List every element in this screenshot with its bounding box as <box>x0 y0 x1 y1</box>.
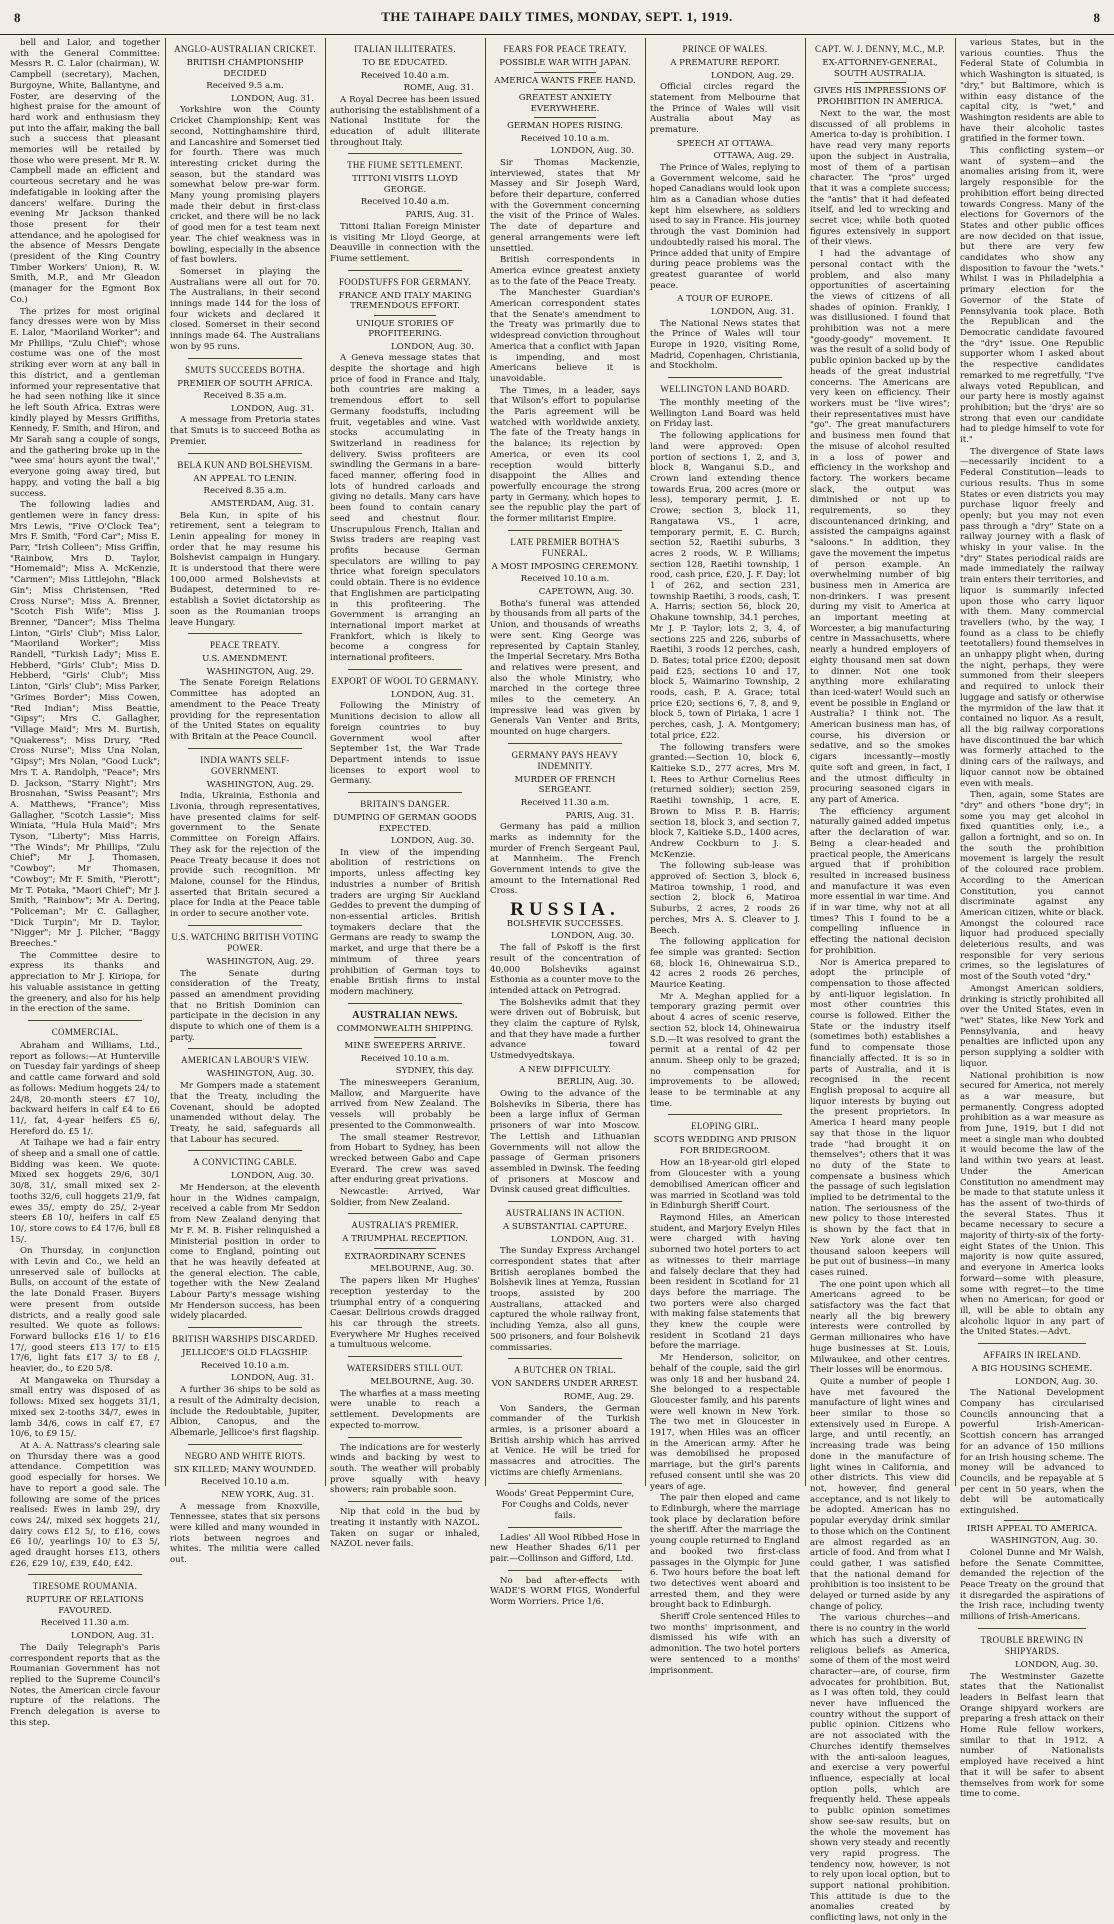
article-subheadline: RUPTURE OF RELATIONS FAVOURED. <box>26 1595 144 1616</box>
article-paragraph: Raymond Hiles, an American student, and Marjory Evelyn Hiles were charged with having suborned two hotel porters to act as witnesses to their marriage and falsely declare that they had been resident in Scotland for 21 days before the marriage. The two porters were also charged with making false statements that they knew the couple were resident in Scotland 21 days before the marriage. <box>650 1213 800 1352</box>
column-7 <box>956 38 1108 1800</box>
article-subheadline: UNIQUE STORIES OF PROFITEERING. <box>356 318 454 340</box>
article-headline: TIRESOME ROUMANIA. <box>32 1581 138 1592</box>
article-paragraph: In view of the impending abolition of restrictions on imports, unless affecting key industries a number of British traders are urging Sir Auckland Geddes to prevent the dumping of non-essential articles. British toymakers declare that the Germans are ready to swamp the market, and urge that there be a minimum of three years prohibition of German toys to enable British firms to instal modern machinery. <box>330 847 480 997</box>
article-subheadline: TO BE EDUCATED. <box>362 58 448 68</box>
article-paragraph: Abraham and Williams, Ltd., report as follows:—At Hunterville on Tuesday fair yardings of sheep and cattle came forward and sold as follows: Medium hoggets 24/ to 24/8, 20-month steers £7 10/, backward heifers in calf £4 to £6 11/, fat, 4-year heifers £5 6/, Hereford do. £5 1/. <box>10 1040 160 1137</box>
dateline: LONDON, Aug. 30. <box>550 931 634 942</box>
article-paragraph: Sir Thomas Mackenzie, interviewed, states that Mr Massey and Sir Joseph Ward, before their departure, conferred with the Government concerning the visit of the Prince of Wales. The date of departure and general arrangements were left unsettled. <box>490 157 640 254</box>
article-paragraph: bell and Lalor, and together with the General Committee: Messrs R. C. Lalor (chairman), W. Campbell (secretary), Machen, Burgoyne, White, Ballantyne, and Foster, are deserving of the highest praise for the amount of hard work and enthusiasm they put into the affair, making the ball such a success that pleasant memories will be retailed by those who were present. Mr R. W. Campbell made an efficient and courteous secretary and he was indefatigable in looking after the dancers' welfare. During the evening Mr Jackson thanked those present for their attendance, and he apologised for the absence of Messrs Dengate (president of the King Country Timber Workers' Union), R. W. Smith, M.P., and Mr Gleadon (manager for the Egmont Box Co.) <box>10 38 160 305</box>
column-2 <box>166 38 324 1566</box>
dateline: LONDON, Aug. 29. <box>710 70 794 81</box>
section-divider <box>188 358 302 359</box>
dateline: LONDON, Aug. 31. <box>230 403 314 414</box>
dateline: OTTAWA, Aug. 29. <box>713 151 794 162</box>
section-divider <box>348 1437 462 1438</box>
article-headline: BELA KUN AND BOLSHEVISM. <box>177 459 313 470</box>
article-subheadline: MINE SWEEPERS ARRIVE. <box>344 1041 466 1052</box>
article-headline: AUSTRALIANS IN ACTION. <box>505 1208 625 1219</box>
article-headline: NEGRO AND WHITE RIOTS. <box>184 1450 306 1461</box>
article-headline: FOODSTUFFS FOR GERMANY. <box>338 276 472 287</box>
article-paragraph: Colonel Dunne and Mr Walsh, before the Senate Committee, demanded the rejection of the Peace Treaty on the ground that it disregarded the aspirations of the Irish race, including twenty millions of Irish-Americans. <box>960 1547 1104 1623</box>
article-paragraph: The Westminster Gazette states that the Nationalist leaders in Belfast learn that Orange shipyard workers are preparing a fresh attack on their Home Rule fellow workers, similar to that in 1912. A number of Nationalists employed have received a hint that it will be safer to absent themselves from work for some time to come. <box>960 1671 1104 1800</box>
page-number-left: 8 <box>14 10 21 25</box>
article-headline: PRINCE OF WALES. <box>682 44 768 54</box>
article-headline: ANGLO-AUSTRALIAN CRICKET. <box>174 44 316 54</box>
article-headline: A BUTCHER ON TRIAL. <box>513 1365 617 1376</box>
dateline: LONDON, Aug. 31. <box>710 306 794 317</box>
article-paragraph: The pair then eloped and came to Edinburgh, where the marriage took place by declaration before the sheriff. After the marriage the young couple returned to England and booked two first-class passages in the Olympic for June 6. Two hours before the boat left two detectives went aboard and arrested them, and they were brought back to Edinburgh. <box>650 1493 800 1611</box>
article-paragraph: A Geneva message states that despite the shortage and high price of food in France and Italy, both countries are making a tremendous effort to sell Germany foodstuffs, including fruit, vegetables and wine. Vast stocks accumulating in Switzerland in readiness for delivery. Swiss profiteers are swindling the Germans in a bare-faced manner, offering food in lots of hundred carloads and giving no details. Many cars have been found to contain canary seed and chestnut flour. Unscrupulous French, Italian and Swiss traders are reaping vast profits because German speculators are willing to pay thrice what foreign speculators could obtain. There is no evidence that Englishmen are participating in this profiteering. The Government is arranging an international import market at Frankfort, which is likely to become a congress for international profiteers. <box>330 353 480 664</box>
received-time: Received 10.40 a.m. <box>360 70 450 81</box>
dateline: LONDON, Aug. 30. <box>550 146 634 157</box>
article-paragraph: British correspondents in America evince greatest anxiety as to the fate of the Peace Treaty. <box>490 255 640 287</box>
article-subheadline: EXTRAORDINARY SCENES <box>344 1251 466 1262</box>
dateline: CAPETOWN, Aug. 30. <box>538 587 634 598</box>
article-headline: AMERICAN LABOUR'S VIEW. <box>181 1055 309 1066</box>
column-3 <box>326 38 484 1550</box>
column-1 <box>6 38 164 1728</box>
dateline: LONDON, Aug. 31. <box>390 689 474 700</box>
article-headline: GERMANY PAYS HEAVY INDEMNITY. <box>511 749 619 771</box>
subhead-divider <box>1004 1520 1060 1521</box>
article-paragraph: The indications are for westerly winds and backing by west to south. The weather will probably prove squally with heavy showers; rain probable soon. <box>330 1442 480 1496</box>
article-headline: SMUTS SUCCEEDS BOTHA. <box>184 364 306 375</box>
article-paragraph: The prizes for most original fancy dresses were won by Miss E. Lalor, "Maoriland Worker"; and Mr Phillips, "Zulu Chief"; whose costume was one of the most striking ever worn at any ball in this district, and a gentleman informed your representative that he had seen nothing like it since he left South Africa. Extras were kindly played by Messrs Griffiths, Kennedy, F. Smith, and Hiron, and Mr Sarah sang a couple of songs, and the gathering broke up in the "wee sma' hours ayont the twal'," everyone going away tired, but happy, and voting the ball a big success. <box>10 306 160 499</box>
article-paragraph: The one point upon which all Americans agreed to be satisfactory was the fact that nearly all the big brewery interests were controlled by German millionaires who have huge businesses at St. Louis, Milwaukee, and other centres. Their losses will be enormous. <box>810 1279 950 1376</box>
article-paragraph: The efficiency argument naturally gained added impetus after the declaration of war. Being a clear-headed and practical people, the Americans argued that if prohibition resulted in increased business and manufacture it was even more essential in war time. And if in war time, why not at all times? This I found to be a compelling influence in effecting the national decision for prohibition. <box>810 806 950 956</box>
section-divider <box>508 1570 622 1571</box>
article-paragraph: Ladies' All Wool Ribbed Hose in new Heather Shades 6/11 per pair.—Collinson and Gifford, Ltd. <box>490 1532 640 1564</box>
subhead-divider <box>534 89 596 90</box>
article-headline: WELLINGTON LAND BOARD. <box>660 384 790 395</box>
article-subheadline: A TOUR OF EUROPE. <box>677 294 773 305</box>
article-paragraph: Bela Kun, in spite of his retirement, sent a telegram to Lenin appealing for money in order that he may resume his Bolshevist campaign in Hungary. It is understood that there were 100,000 armed Bolshevists at Budapest, determined to re-establish a Soviet dictatorship as soon as the Roumanian troops leave Hungary. <box>170 510 320 628</box>
article-headline: PEACE TREATY. <box>209 640 281 651</box>
received-time: Received 10.40 a.m. <box>360 197 450 208</box>
dateline: SYDNEY, this day. <box>395 1066 474 1077</box>
section-divider <box>348 1501 462 1502</box>
article-paragraph: The Senate Foreign Relations Committee has adopted an amendment to the Peace Treaty providing for the representation of the United States on equality with Britain at the Peace Council. <box>170 678 320 742</box>
article-paragraph: At A. A. Nattrass's clearing sale on Thursday there was a good attendance. Competition was good especially for horses. We have to report a good sale. The following are some of the prices realised: Ewes in lamb 29/, dry cows 24/, mixed sex hoggets 21/, dairy cows £12 5/, to £16, cows £6 10/, yearlings 10/ to £3 5/, aged draught horses £13, others £26, £29 10/, £39, £40, £42. <box>10 1441 160 1569</box>
article-subheadline: POSSIBLE WAR WITH JAPAN. <box>499 58 631 68</box>
section-divider <box>188 1048 302 1049</box>
article-paragraph: The Committee desire to express its thanks and appreciation to Mr J. Kiriopa, for his valuable assistance in getting the greenery, and also for his help in the erection of the same. <box>10 950 160 1015</box>
article-paragraph: The wharfies at a mass meeting were unable to reach a settlement. Developments are expected to-morrow. <box>330 1388 480 1431</box>
article-subheadline: FRANCE AND ITALY MAKING TREMENDOUS EFFORT. <box>338 290 472 312</box>
section-divider <box>348 1003 462 1004</box>
article-paragraph: Mr A. Meghan applied for a temporary grazing permit over about 4 acres of scenic reserve, section 52, block 14, Ohinewairua S.D.—It was resolved to grant the permit at a rental of 42 per annum. Sheep only to be grazed; no compensation for improvements to be allowed; lease to be terminable at any time. <box>650 991 800 1109</box>
article-subheadline: U.S. AMENDMENT. <box>202 654 288 665</box>
article-paragraph: National prohibition is now secured for America, not merely as a war measure, but permanently. Congress adopted prohibition as a war measure as from June, 1919, but I did not meet a single man who doubted it would become the law of the land within two years at least. Under the American Constitution no amendment may be made to that statute unless it has the assent of two-thirds of the several States. Thus it became necessary to secure a majority of thirty-six of the forty-eight States of the Union. This majority is now quite assured, and everyone in America looks forward—some with pleasure, some with regret—to the time when no American, for good or ill, will be able to obtain any alcoholic liquor in any part of the United States.—Advt. <box>960 1070 1104 1338</box>
section-divider <box>188 1150 302 1151</box>
article-paragraph: The National Development Company has circularised Councils announcing that a powerful Irish-American-Scottish concern has arranged for an advance of 150 millions for an Irish housing scheme. The money will be advanced to Councils, and be repayable at 5 per cent in 50 years, when the debt will be automatically extinguished. <box>960 1388 1104 1517</box>
article-paragraph: The fall of Pskoff is the first result of the concentration of 40,000 Bolsheviks against Esthonia as a counter move to the intended attack on Petrograd. <box>490 943 640 996</box>
article-headline: TROUBLE BREWING IN SHIPYARDS. <box>980 1634 1084 1656</box>
article-headline: AUSTRALIA'S PREMIER. <box>351 1220 459 1231</box>
dateline: LONDON, Aug. 30. <box>390 836 474 847</box>
received-time: Received 10.10 a.m. <box>200 1477 290 1488</box>
article-subheadline: BOLSHEVIK SUCCESSES. <box>506 918 624 929</box>
subhead-divider <box>534 72 596 73</box>
section-divider <box>188 1444 302 1445</box>
article-headline: THE FIUME SETTLEMENT. <box>347 160 463 171</box>
article-paragraph: The Prince of Wales, replying to a Government welcome, said he hoped Canadians would look upon him as a Canadian whose duties kept him elsewhere, as soldiers used to say in France. His journey through the vast Dominion had undoubtedly raised his moral. The Prince added that unity of Empire during peace problems was the greatest guarantee of world peace. <box>650 162 800 291</box>
article-paragraph: The divergence of State laws—necessarily incident to a Federal Constitution—leads to curious results. Thus in some States or even districts you may purchase liquor freely and openly; but you may not even pass through a "dry" State on a railway journey with a flask of whisky in your valise. In the "dry" States periodical raids are made immediately the railway train enters their territories, and liquor is summarily infected upon those who carry liquor with them. Many commercial travellers (who, by the way, I found as a class to be chiefly teetotallers) found themselves in an unhappy plight when, during the night, perhaps, they were summoned from their sleepers and required to unlock their luggage and satisfy or otherwise the myrmidon of the law that it contained no liquor. As a result, all the big railway corporations have discontinued the bar which was formerly attached to the dining cars of the railways, and liquor cannot now be obtained even with meals. <box>960 446 1104 789</box>
article-paragraph: Then, again, some States are "dry" and others "bone dry"; in some you may get alcohol in fixed quantities only, i.e., a gallon a fortnight, and so on. In the south the prohibition movement is largely the result of the coloured race problem. According to the American Constitution, you cannot discriminate against any American citizen, white or black. Amongst the coloured race liquor had produced specially deleterious results, and was responsible for very serious crimes, so the legislatures of most of the South voted "dry." <box>960 790 1104 983</box>
section-divider <box>508 530 622 531</box>
article-headline: BRITAIN'S DANGER. <box>360 799 450 810</box>
dateline: WASHINGTON, Aug. 30. <box>206 1069 314 1080</box>
article-subheadline: GREATEST ANXIETY EVERYWHERE. <box>518 93 612 114</box>
section-divider <box>348 1356 462 1357</box>
article-paragraph: No bad after-effects with WADE'S WORM FIGS, Wonderful Worm Worriers. Price 1/6. <box>490 1575 640 1608</box>
received-time: Received 8.35 a.m. <box>203 391 287 402</box>
article-subheadline: GIVES HIS IMPRESSIONS OF PROHIBITION IN AMERICA. <box>813 86 947 107</box>
article-paragraph: The following applications for land were approved: Open portion of sections 1, 2, and 3, block 8, Wanganui S.D., and Crown land extending thence towards Erua, 200 acres (more or less), temporary permit, J. E. Crowe; section 3, block 11, Rangatawa VS., 1 acre, temporary permit, E. C. Burch; section 52, Raetihi suburbs, 3 acres 2 roods, W. P. Williams; section 128, Raetihi township, 1 rood, cash price, £20, J. F. Day; lot 1 of 262, and section 231, township Raetihi, 3 roods, cash, T. A. Harris; section 56, block 20, Ohakune township, 34.1 perches, Mr J. P. Taylor; lots 2, 3, 4, of sections 225 and 226, suburbs of Raetihi, 3 roods 12 perches, cash, D. Bates; total price £200; deposit paid £25, sections 10 and 17, block 5, Waimarino Township, 2 roods, cash, P. A. Grace; total price £20; sections 6, 7, 8, and 9, block 5, town of Piriaka, 1 acre 1 perches, cash, J. A. Montgomery; total price, £22. <box>650 431 800 741</box>
article-subheadline: A TRIUMPHAL RECEPTION. <box>342 1234 468 1245</box>
section-divider <box>348 792 462 793</box>
article-paragraph: Yorkshire won the County Cricket Championship; Kent was second, Nottinghamshire third, and Lancashire and Somerset tied for fourth. There was much interesting cricket during the season, but the standard was somewhat below pre-war form. Many young promising players made their debut in first-class cricket, and there will be no lack of good men for a test team next year. The chief weakness was in bowling, especially in the absence of fast bowlers. <box>170 105 320 266</box>
dateline: BERLIN, Aug. 30. <box>557 1077 634 1088</box>
article-subheadline: BRITISH CHAMPIONSHIP DECIDED <box>186 58 304 79</box>
received-time: Received 11.30 a.m. <box>40 1618 130 1629</box>
dateline: WASHINGTON, Aug. 29. <box>206 779 314 790</box>
article-paragraph: various States, but in the various counties. Thus the Federal State of Columbia in which Washington is situated, is "dry," but Baltimore, which is within easy distance of the capital city, is "wet," and Washington residents are able to have their alcoholic tastes gratified in the former town. <box>960 38 1104 145</box>
article-headline: INDIA WANTS SELF-GOVERNMENT. <box>200 754 290 776</box>
received-time: Received 8.35 a.m. <box>203 486 287 497</box>
advertisement: Woods' Great Peppermint Cure, For Coughs and Colds, never fails. <box>495 1489 635 1521</box>
article-subheadline: IRISH APPEAL TO AMERICA. <box>966 1523 1098 1534</box>
column-5 <box>646 38 804 1676</box>
dateline: NEW YORK, Aug. 31. <box>221 1489 314 1500</box>
article-paragraph: Mr Henderson, solicitor, on behalf of the couple, said the girl was only 18 and her husband 24. She belonged to a respectable Gloucester family, and his parents were well known in New York. The two met in Gloucester in 1917, when Hiles was an officer in the American army. After he was demobilised he proposed marriage, but the girl's parents refused consent until she was 20 years of age. <box>650 1353 800 1492</box>
article-paragraph: Sheriff Crole sentenced Hiles to two months' imprisonment, and dismissed his wife with an admonition. The two hotel porters were sentenced to a months' imprisonment. <box>650 1612 800 1676</box>
article-paragraph: On Thursday, in conjunction with Levin and Co., we held an unreserved sale of bullocks at Bulls, on account of the estate of the late Donald Fraser. Buyers were present from outside districts, and a really good sale resulted. We quote as follows: Forward bullocks £16 1/ to £16 17/, good steers £13 17/ to £15 17/6, light fats £17 3/ to £8 /, heavier, do., to £20 5/8. <box>10 1246 160 1375</box>
dateline: ROME, Aug. 29. <box>563 1391 634 1402</box>
subhead-divider <box>854 82 906 83</box>
section-divider <box>348 669 462 670</box>
article-paragraph: Official circles regard the statement from Melbourne that the Prince of Wales will visit Australia about May as premature. <box>650 82 800 136</box>
article-headline: WATERSIDERS STILL OUT. <box>346 1363 464 1374</box>
article-headline: COMMERCIAL. <box>51 1026 119 1037</box>
dateline: WASHINGTON, Aug. 29. <box>206 956 314 967</box>
article-subheadline: AMERICA WANTS FREE HAND. <box>494 75 636 86</box>
article-paragraph: The Sunday Express Archangel correspondent states that after British aeroplanes bombed the Bolshevik lines at Yemza, Russian troops, assisted by 200 Australians, attacked and captured the whole railway front, including Yemza, also all guns, 500 prisoners, and four Bolshevik commissaries. <box>490 1246 640 1353</box>
dateline: LONDON, Aug. 30. <box>1014 1659 1098 1670</box>
article-subheadline: VON SANDERS UNDER ARREST. <box>491 1379 639 1390</box>
article-paragraph: India, Ukrainia, Esthonia and Livonia, through representatives, have presented claims for self-government to the Senate Committee on Foreign Affairs. They ask for the rejection of the Peace Treaty because it does not provide such recognition. Mr Malone, counsel for the Hindus, asserted that Britain secured a place for India at the Peace table in order to secure another vote. <box>170 791 320 920</box>
article-headline: FEARS FOR PEACE TREATY. <box>503 44 627 54</box>
received-time: Received 11.30 a.m. <box>520 797 610 808</box>
dateline: WASHINGTON, Aug. 30. <box>990 1536 1098 1547</box>
column-6 <box>806 38 954 1924</box>
article-subheadline: MURDER OF FRENCH SERGEANT. <box>514 774 616 796</box>
article-paragraph: The Bolsheviks admit that they were driven out of Bobruisk, but they claim the capture of Rylsk, and that they have made a further advance toward Ustmedvyedtskaya. <box>490 997 640 1062</box>
article-subheadline: A BIG HOUSING SCHEME. <box>971 1364 1093 1375</box>
section-divider <box>978 1343 1086 1344</box>
article-paragraph: The Manchester Guardian's American correspondent states that the Senate's amendment to the Treaty was primarily due to widespread conviction throughout America that a conflict with Japan is impending, and most Americans believe it is unavoidable. <box>490 288 640 384</box>
article-paragraph: Germany has paid a million marks as indemnity for the murder of French Sergeant Paul, at Mannheim. The French Government intends to give the amount to the International Red Cross. <box>490 822 640 897</box>
article-subheadline: A SUBSTANTIAL CAPTURE. <box>502 1222 628 1233</box>
article-paragraph: Von Sanders, the German commander of the Turkish armies, is a prisoner aboard a British airship which has arrived at Venice. He will be tried for massacres and atrocities. The victims are chiefly Armenians. <box>490 1403 640 1478</box>
article-paragraph: This conflicting system—or want of system—and the anomalies arising from it, were largely responsible for the prohibition effort being directed towards Congress. Many of the elections for Governors of the States and other public offices are now decided on that issue, but there are very few candidates who show any disposition to favour the "wets." Whilst I was in Philadelphia a primary election for the Governor of the State of Pennsylvania took place. Both the Republican and the Democratic candidate favoured the "dry" issue. One Republic supporter whom I asked about the respective candidates remarked to me regretfully, "I've always voted Republican, and our party here is mostly against prohibition; but the 'drys' are so strong that even our candidate had to pledge himself to vote for it." <box>960 146 1104 446</box>
section-divider <box>348 153 462 154</box>
section-divider <box>508 1201 622 1202</box>
dateline: LONDON, Aug. 30. <box>390 341 474 352</box>
article-headline: AFFAIRS IN IRELAND. <box>983 1350 1081 1361</box>
article-subheadline: A PREMATURE REPORT. <box>670 58 780 68</box>
section-divider <box>188 633 302 634</box>
article-headline: EXPORT OF WOOL TO GERMANY. <box>331 675 479 686</box>
article-paragraph: Next to the war, the most discussed of all problems in America to-day is prohibition. I have read very many reports upon the subject in Australia, most of them of a partisan character. The "pros" urged that it was a complete success; the "antis" that it had defeated itself, and led to wrecking and secret vice; while both quoted figures extensively in support of their views. <box>810 109 950 248</box>
article-paragraph: The following application for fee simple was granted: Section 68, block 16, Ohinewairua S.D., 42 acres 2 roods 26 perches, Maurice Keating. <box>650 937 800 991</box>
article-paragraph: Botha's funeral was attended by thousands from all parts of the Union, and thousands of wreaths were sent. King George was represented by Captain Stanley, the Imperial Secretary. Mrs Botha and relatives were present, and also the whole Ministry, who marched in the cortege three miles to the cemetery. An impressive lead was given by Generals Van Venter and Brits, mounted on huge chargers. <box>490 598 640 738</box>
dateline: WASHINGTON, Aug. 29. <box>206 666 314 677</box>
received-time: Received 9.5 a.m. <box>206 81 284 91</box>
section-divider <box>348 1213 462 1214</box>
article-paragraph: The following transfers were granted:—Section 10, block 6, Kaitieke S.D., 277 acres, Mrs M. I. Rees to Arthur Cornelius Rees (returned soldier); section 259, Raetihi township, 1 acre, E. Brown to Miss P. B. Harris; section 18, block 3, and section 7, block 7, Kaitieke S.D., 1400 acres, Andrew Cockburn to J. S. McKenzie. <box>650 742 800 860</box>
dateline: LONDON, Aug. 30. <box>1014 1376 1098 1387</box>
section-divider <box>188 1327 302 1328</box>
article-subheadline: SPEECH AT OTTAWA. <box>676 138 774 149</box>
section-divider <box>508 1483 622 1484</box>
section-divider <box>668 1114 782 1115</box>
article-subheadline: TITTONI VISITS LLOYD GEORGE. <box>352 174 458 195</box>
article-subheadline: A NEW DIFFICULTY. <box>519 1064 611 1075</box>
article-paragraph: Nip that cold in the bud by treating it instantly with NAZOL. Taken on sugar or inhaled, NAZOL never fails. <box>330 1507 480 1550</box>
received-time: Received 10.10 a.m. <box>360 1053 450 1064</box>
section-divider <box>28 1020 142 1021</box>
article-subheadline: GERMAN HOPES RISING. <box>506 121 624 131</box>
article-paragraph: The Times, in a leader, says that Wilson's effort to popularise the Paris agreement will be watched with worldwide anxiety. The fate of the Treaty hangs in the balance; its rejection by America, or even its cool reception would bitterly disappoint the Allies and powerfully encourage the strong party in Germany, which hopes to see the republic play the part of the former militarist Empire. <box>490 385 640 525</box>
subhead-divider <box>374 1248 436 1249</box>
section-divider <box>188 925 302 926</box>
article-paragraph: A further 36 ships to be sold as a result of the Admiralty decision, include the Redoubtable, Jupiter, Albion, Canopus, and the Albemarle, Jellicoe's first flagship. <box>170 1385 320 1438</box>
section-divider <box>668 377 782 378</box>
section-divider <box>978 1628 1086 1629</box>
section-divider <box>188 453 302 454</box>
article-paragraph: The papers liken Mr Hughes' reception yesterday to the triumphal entry of a conquering Caesar. Delirious crowds dragged his car through the streets. Everywhere Mr Hughes received a tumultuous welcome. <box>330 1276 480 1351</box>
section-divider <box>28 1574 142 1575</box>
dateline: LONDON, Aug. 31. <box>550 1234 634 1245</box>
received-time: Received 10.10 a.m. <box>520 574 610 585</box>
dateline: LONDON, Aug. 31. <box>230 93 314 104</box>
article-paragraph: The various churches—and there is no country in the world which has such a diversity of religious beliefs as America, some of them of the most weird character—are, of course, firm advocates for prohibition. But, as I was often told, they could never have influenced the country without the support of public opinion. Citizens who are not associated with the Churches identify themselves with the anti-saloon leagues, and exercise a very powerful influence, especially at local option polls, which are frequently held. These appeals to public opinion sometimes show see-saw results, but on the whole the movement has shown very steady and recently very rapid progress. The tendency now, however, is not to rely upon local option, but to support national prohibition. This attitude is due to the anomalies created by conflicting laws, not only in the <box>810 1613 950 1924</box>
page-number-right: 8 <box>1093 10 1100 25</box>
section-banner: RUSSIA. <box>510 899 620 921</box>
article-paragraph: How an 18-year-old girl eloped from Gloucester with a young demobilised American officer and was married in Scotland was told in Edinburgh Sheriff Court. <box>650 1158 800 1212</box>
article-paragraph: Following the Ministry of Munitions decision to allow all foreign countries to buy Government wool after September 1st, the War Trade Department intends to issue licenses to export wool to Germany. <box>330 701 480 787</box>
article-paragraph: A message from Pretoria states that Smuts is to succeed Botha as Premier. <box>170 415 320 447</box>
newspaper-title: THE TAIHAPE DAILY TIMES, MONDAY, SEPT. 1, 1919. <box>381 9 733 24</box>
article-paragraph: Quite a number of people I have met favoured the manufacture of light wines and beer similar to those so extensively used in Europe. A large, and until recently, an increasing trade was being done in the manufacture of light wines in California, and other districts. This view did not, however, find general acceptance, and is not likely to be adopted. American has no popular everyday drink similar to those which on the Continent are almost regarded as an article of food. And from what I could gather, I was satisfied that the national demand for prohibition is too insistent to be delayed or turned aside by any change of policy. <box>810 1376 950 1612</box>
dateline: ROME, Aug. 31. <box>403 83 474 94</box>
article-paragraph: Nor is America prepared to adopt the principle of compensation to those affected by anti-liquor legislation. In most other countries this course is followed. Either the State or the industry itself (sometimes both) establishes a fund to compensate those financially affected. It is so in parts of Australia, and it is recognised in the recent English proposal to acquire all liquor interests by buying out the present proprietors. In America I heard many people say that those in the liquor trade "had brought it on themselves"; others that it was no duty of the State to compensate a business which the passage of such legislation implied to be detrimental to the nation. The seriousness of the new policy to those interested is shown by the fact that in New York alone over ten thousand saloon keepers will be put out of business—in many cases ruined. <box>810 957 950 1278</box>
article-paragraph: Mr Gompers made a statement that the Treaty, including the Covenant, should be adopted unamended without delay. The Treaty, he said, safeguards all that Labour has secured. <box>170 1081 320 1145</box>
article-headline: ITALIAN ILLITERATES. <box>354 44 456 54</box>
article-paragraph: The following sub-lease was approved of: Section 3, block 6, Matiroa township, 1 rood, and section 2, block 6, Matiroa Suburbs, 2 acres, 2 roods 26 perches, Mrs A. S. Cleaver to J. Beech. <box>650 861 800 936</box>
masthead <box>0 0 1114 35</box>
article-headline: CAPT. W. J. DENNY, M.C., M.P. <box>815 44 945 54</box>
article-paragraph: A message from Knoxville, Tennessee, states that six persons were killed and many wounded in riots between negroes and whites. The militia were called out. <box>170 1501 320 1566</box>
article-headline: AUSTRALIAN NEWS. <box>352 1009 458 1021</box>
dateline: LONDON, Aug. 31. <box>70 1631 154 1642</box>
article-headline: BRITISH WARSHIPS DISCARDED. <box>172 1334 318 1345</box>
article-subheadline: SCOTS WEDDING AND PRISON FOR BRIDEGROOM. <box>653 1135 797 1156</box>
article-paragraph: Tittoni Italian Foreign Minister is visiting Mr Lloyd George, at Deauville in connection with the Fiume settlement. <box>330 221 480 264</box>
received-time: Received 10.10 a.m. <box>520 133 610 144</box>
dateline: AMSTERDAM, Aug. 31. <box>210 498 314 509</box>
dateline: MELBOURNE, Aug. 30. <box>370 1377 474 1388</box>
article-subheadline: DUMPING OF GERMAN GOODS EXPECTED. <box>333 813 477 834</box>
article-subheadline: JELLICOE'S OLD FLAGSHIP. <box>181 1348 309 1359</box>
dateline: MELBOURNE, Aug. 30. <box>370 1264 474 1275</box>
article-paragraph: At Taihape we had a fair entry of sheep and a small one of cattle. Bidding was keen. We quote: Mixed sex hoggets 29/6, 30/1 30/8, 31/, small mixed sex 2-tooths 32/6, cull hoggets 21/9, fat ewes 35/, empty do 25/, 2-year steers £8 10/, heifers in calf £5 10/, store cows to £4 17/6, bull £8 15/. <box>10 1138 160 1245</box>
subhead-divider <box>534 117 596 118</box>
subhead-divider <box>374 1037 436 1038</box>
dateline: PARIS, Aug. 31. <box>405 210 474 221</box>
received-time: Received 10.10 a.m. <box>200 1360 290 1371</box>
article-paragraph: Mr Henderson, at the eleventh hour in the Widnes campaign, received a cable from Mr Seddon from New Zealand denying that Mr F. M. B. Fisher relinquished a Ministerial position in order to come to England, pointing out that he was heavily defeated at the general election. The cable, together with the New Zealand Labour Party's message wishing Mr Henderson success, has been widely placarded. <box>170 1183 320 1322</box>
article-subheadline: COMMONWEALTH SHIPPING. <box>336 1023 474 1034</box>
article-subheadline: SIX KILLED; MANY WOUNDED. <box>173 1464 317 1475</box>
article-subheadline: AN APPEAL TO LENIN. <box>193 473 297 484</box>
article-paragraph: The minesweepers Geranium, Mallow, and Marguerite have arrived from New Zealand. The vessels will probably be presented to the Commonwealth. <box>330 1078 480 1131</box>
article-headline: LATE PREMIER BOTHA'S FUNERAL. <box>510 536 620 558</box>
column-4 <box>486 38 644 1608</box>
article-paragraph: Somerset in playing the Australians were all out for 70. The Australians, in their second innings made 144 for the loss of four wickets and declared it closed. Somerset in their second innings made 64. The Australians won by 95 runs. <box>170 266 320 352</box>
section-divider <box>508 1527 622 1528</box>
article-subheadline: A MOST IMPOSING CEREMONY. <box>491 561 639 572</box>
article-paragraph: At Mangaweka on Thursday a small entry was disposed of as follows: Mixed sex hoggets 31/1, mixed sex 2-tooths 34/7, ewes in lamb 34/6, cows in calf £7, £7 10/6, to £9 15/. <box>10 1375 160 1440</box>
article-paragraph: The Daily Telegraph's Paris correspondent reports that as the Roumanian Government has not replied to the Supreme Council's Notes, the American circle favour rupture of the relations. The French delegation is averse to this step. <box>10 1642 160 1728</box>
article-paragraph: The following ladies and gentlemen were in fancy dress: Mrs Lewis, "Five O'Clock Tea"; Mrs F. Smith, "Ford Car"; Miss E. Parr, "Irish Colleen"; Miss Griffin, "Rainbow, Mrs D. Taylor, "Homemaid"; Miss A. McKenzie, "Carmen"; Miss Littlejohn, "Black Gin"; Miss Christensen, "Red Cross Nurse"; Miss A. Brenner, "Scotch Fish Wife"; Miss J. Brenner, "Dancer"; Miss Thelma Linton, "Girls' Club"; Miss Lalor, "Maoriland Worker"; Miss Randell, "Turkish Lady"; Miss E. Hebberd, "Girls' Club"; Miss D. Hebberd, "Girls' Club"; Miss Linton, "Girls' Club"; Miss Parker, "Grimes Border"; Miss Cowen, "Red Indian"; Miss Beattie, "Gipsy"; Mrs C. Gallagher, "Village Maid"; Mrs M. Burtish, "Quakeress"; Miss Drury, "Red Cross Nurse"; Miss Una Nolan, "Gipsy"; Mrs Nolan, "Good Luck"; Mrs T. A. Randolph, "Peace"; Mrs D. Jackson, "Starry Night"; Mrs Brosnahan, "Swiss Peasant"; Mrs A. Matthews, "France"; Miss Gallagher, "Scotch Lassie"; Miss Winiata, "Hula Hula Maid"; Mrs Tyson, "Liberty"; Miss Harris, "The Winds"; Mr Phillips, "Zulu Chief"; Mr J. Thomasen, "Cowboy"; Mr Thomasen, "Cowboy"; Mr F. Smith, "Pierott"; Mr T. Potaka, "Maori Chief"; Mr J. Smith, "Rainbow"; Mr A. Dering, "Policeman"; Mr C. Gallagher, "Dick Turpin"; Mr D. Taylor, "Nigger"; Mr J. Pilcher, "Baggy Breeches." <box>10 500 160 950</box>
article-paragraph: Amongst American soldiers, drinking is strictly prohibited all over the United States, even in "wet" States, like New York and Pennsylvania, and heavy penalties are inflicted upon any person supplying a soldier with liquor. <box>960 983 1104 1069</box>
section-divider <box>188 748 302 749</box>
article-headline: ELOPING GIRL. <box>691 1121 759 1132</box>
article-subheadline: PREMIER OF SOUTH AFRICA. <box>177 378 313 389</box>
section-divider <box>508 743 622 744</box>
article-headline: U.S. WATCHING BRITISH VOTING POWER. <box>171 931 319 953</box>
dateline: PARIS, Aug. 31. <box>565 810 634 821</box>
article-paragraph: I had the advantage of personal contact with the problem, and also many opportunities of ascertaining the views of citizens of all shades of opinion. Frankly, I was disillusioned. I found that prohibition was not a mere "goody-goody" movement. It was the result of a solid body of public opinion backed up by the heads of the great industrial concerns. The Americans are very keen on efficiency. Their workers must be "live wires"; their representatives must have "go". The great manufacturers and business men found that the misuse of alcohol resulted in a loss of power and efficiency in the workshop and factory. The workers became slack, the output was diminished or not up to requirements, so they discountenanced drinking, and assisted the campaigns against "saloons." In addition, they gave the movement the impetus of person example. An overwhelming number of big business men in America are non-drinkers. I was present during my visit to America at an important meeting at Worcester, a big manufacturing centre in Massachusetts, where nearly a hundred employers of eighty thousand men sat down to dinner. Not one took anything more exhilarating than iced-water! Would such an event be possible in England or Australia? I think not. The American business man has, of course, his diversion or sedative, and so the smokes cigars incessantly—mostly quite soft and green, in fact, I and the utmost difficulty in procuring seasoned cigars in any part of America. <box>810 249 951 805</box>
article-paragraph: The Senate during consideration of the Treaty, passed an amendment providing that no British Dominion can participate in the decision in any dispute to which one of them is a party. <box>170 968 320 1043</box>
dateline: LONDON, Aug. 30. <box>230 1171 314 1182</box>
article-paragraph: The National News states that the Prince of Wales will tour Europe in 1920, visiting Rome, Madrid, Copenhagen, Christiania, and Stockholm. <box>650 318 800 372</box>
article-paragraph: Newcastle: Arrived, War Soldier, from New Zealand. <box>330 1187 480 1208</box>
article-headline: A CONVICTING CABLE. <box>193 1157 297 1168</box>
section-divider <box>348 270 462 271</box>
article-paragraph: A Royal Decree has been issued authorising the establishment of a National Institute for the education of adult illiterate throughout Italy. <box>330 94 480 148</box>
subhead-divider <box>374 315 436 316</box>
article-paragraph: The monthly meeting of the Wellington Land Board was held on Friday last. <box>650 398 800 430</box>
section-divider <box>508 1358 622 1359</box>
dateline: LONDON, Aug. 31. <box>230 1373 314 1384</box>
article-paragraph: Owing to the advance of the Bolsheviks in Siberia, there has been a large influx of German prisoners of war into Moscow. The Lettish and Lithuanian Governments will not allow the passage of German prisoners assembled in Dwinsk. The feeding of prisoners at Moscow and Dvinsk caused great difficulties. <box>490 1089 640 1196</box>
article-subheadline: EX-ATTORNEY-GENERAL, SOUTH AUSTRALIA. <box>822 58 938 79</box>
article-paragraph: The small steamer Restrevor, from Hobart to Sydney, has been wrecked between Gabo and Cape Everard. The crew was saved after enduring great privations. <box>330 1132 480 1186</box>
